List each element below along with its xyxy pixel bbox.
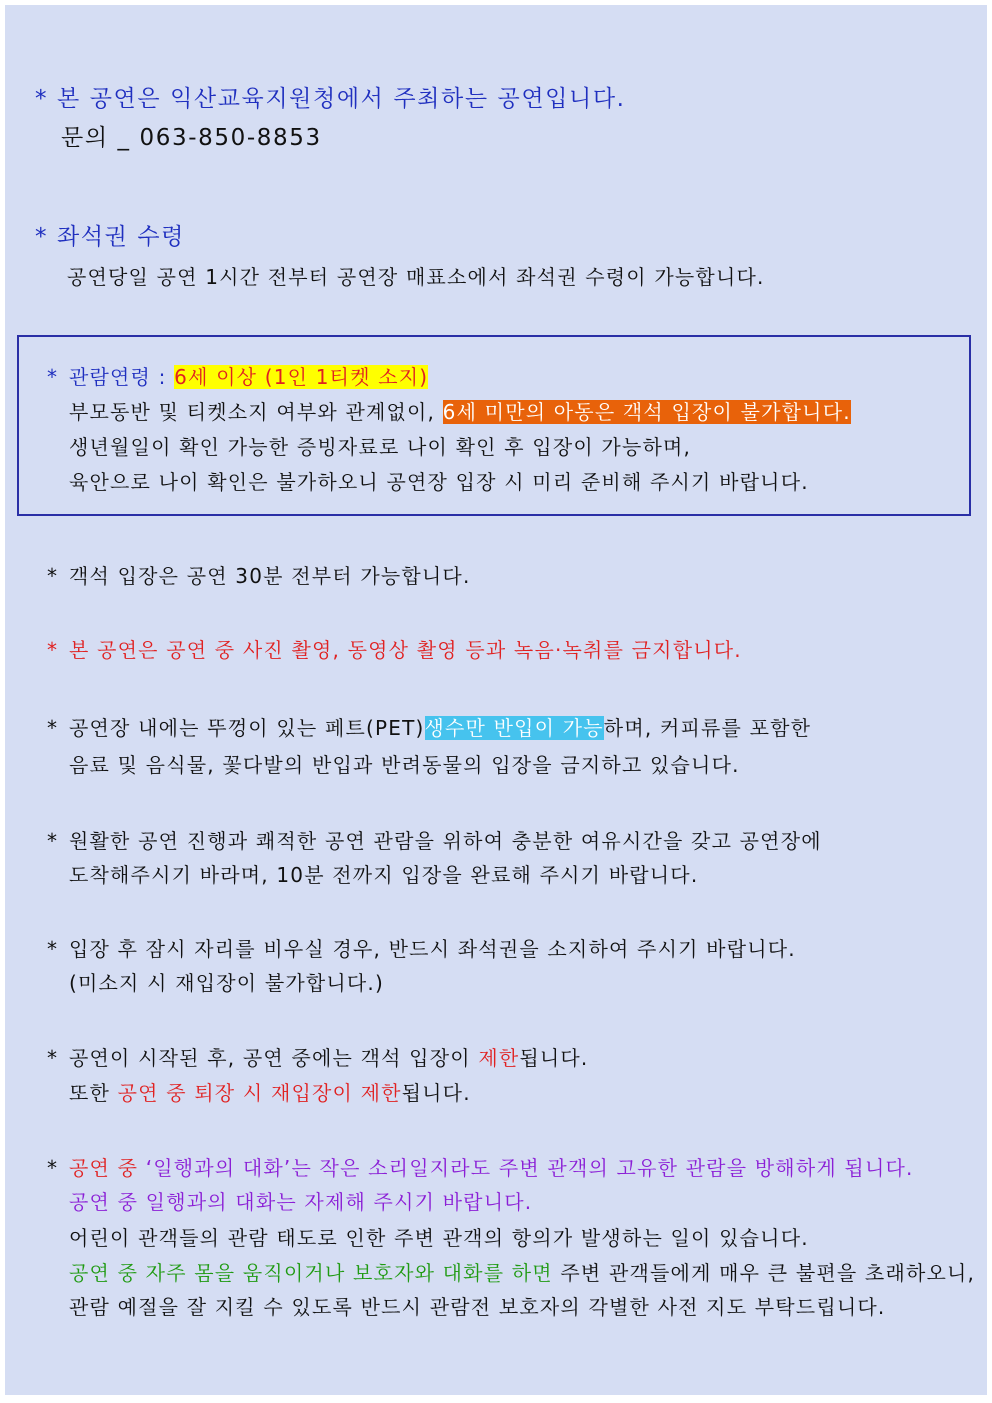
etiquette-line4 (69, 1259, 975, 1287)
late-line2 (69, 1079, 471, 1107)
photo-restriction-notice (47, 636, 742, 664)
bullet-icon: * (47, 1156, 59, 1180)
etiquette-line4-green: 공연 중 자주 몸을 움직이거나 보호자와 대화를 하면 (69, 1261, 553, 1285)
late-line1 (47, 1044, 588, 1072)
food-line1-pre: 공연장 내에는 뚜껑이 있는 페트(PET) (69, 716, 425, 740)
photo-restriction-text: 본 공연은 공연 중 사진 촬영, 동영상 촬영 등과 녹음·녹취를 금지합니다. (69, 638, 742, 662)
age-highlight: 6세 이상 (1인 1티켓 소지) (174, 365, 429, 389)
etiquette-line4-post: 주변 관객들에게 매우 큰 불편을 초래하오니, (552, 1261, 976, 1285)
late-line2-post: 됩니다. (401, 1081, 471, 1105)
bullet-icon: * (47, 365, 59, 389)
reentry-line2: (미소지 시 재입장이 불가합니다.) (69, 971, 384, 995)
late-line2-red: 공연 중 퇴장 시 재입장이 제한 (117, 1081, 402, 1105)
reentry-line1-text: 입장 후 잠시 자리를 비우실 경우, 반드시 좌석권을 소지하여 주시기 바랍니다. (69, 937, 796, 961)
arrival-line1-text: 원활한 공연 진행과 쾌적한 공연 관람을 위하여 충분한 여유시간을 갖고 공연장에 (69, 829, 822, 853)
bullet-icon: * (47, 829, 59, 853)
seat-ticket-title: 좌석권 수령 (57, 224, 186, 250)
notice-page (5, 5, 987, 1395)
bullet-icon: * (47, 564, 59, 588)
bullet-icon: * (47, 1046, 59, 1070)
food-line1-post: 하며, 커피류를 포함한 (603, 716, 812, 740)
food-highlight: 생수만 반입이 가능 (424, 716, 604, 740)
entry-time-text: 객석 입장은 공연 30분 전부터 가능합니다. (69, 564, 471, 588)
etiquette-line2: 공연 중 일행과의 대화는 자제해 주시기 바랍니다. (69, 1190, 533, 1214)
etiquette-line1-purple: ‘일행과의 대화’는 작은 소리일지라도 주변 관객의 고유한 관람을 방해하게 됩니다. (145, 1156, 914, 1180)
late-line2-pre: 또한 (69, 1081, 118, 1105)
age-line4: 육안으로 나이 확인은 불가하오니 공연장 입장 시 미리 준비해 주시기 바랍니다. (69, 470, 809, 494)
seat-ticket-heading (35, 221, 185, 253)
host-line1: 본 공연은 익산교육지원청에서 주최하는 공연입니다. (57, 86, 626, 112)
etiquette-line3: 어린이 관객들의 관람 태도로 인한 주변 관객의 항의가 발생하는 일이 있습니다. (69, 1226, 809, 1250)
age-line2-highlight: 6세 미만의 아동은 객석 입장이 불가합니다. (442, 400, 851, 424)
bullet-icon: * (35, 224, 49, 250)
reentry-line1 (47, 935, 796, 963)
arrival-line1 (47, 827, 822, 855)
bullet-icon: * (35, 86, 49, 112)
food-line2: 음료 및 음식물, 꽃다발의 반입과 반려동물의 입장을 금지하고 있습니다. (69, 753, 740, 777)
late-line1-post: 됩니다. (519, 1046, 589, 1070)
bullet-icon: * (47, 716, 59, 740)
etiquette-line1 (47, 1154, 914, 1182)
late-line1-red: 제한 (478, 1046, 520, 1070)
seat-ticket-text: 공연당일 공연 1시간 전부터 공연장 매표소에서 좌석권 수령이 가능합니다. (67, 265, 765, 289)
host-notice (35, 83, 626, 115)
age-line2 (69, 398, 851, 426)
arrival-line2: 도착해주시기 바라며, 10분 전까지 입장을 완료해 주시기 바랍니다. (69, 863, 699, 887)
bullet-icon: * (47, 937, 59, 961)
entry-time-notice (47, 562, 471, 590)
etiquette-line1-red: 공연 중 (69, 1156, 146, 1180)
age-line1 (47, 363, 428, 391)
bullet-icon: * (47, 638, 59, 662)
age-label: 관람연령 : (69, 365, 175, 389)
age-line2-text: 부모동반 및 티켓소지 여부와 관계없이, (69, 400, 443, 424)
food-line1 (47, 714, 811, 742)
age-line3: 생년월일이 확인 가능한 증빙자료로 나이 확인 후 입장이 가능하며, (69, 435, 692, 459)
etiquette-line5: 관람 예절을 잘 지킬 수 있도록 반드시 관람전 보호자의 각별한 사전 지도 부탁드립니다. (69, 1295, 886, 1319)
contact-phone: 문의 _ 063-850-8853 (61, 125, 322, 151)
late-line1-pre: 공연이 시작된 후, 공연 중에는 객석 입장이 (69, 1046, 479, 1070)
